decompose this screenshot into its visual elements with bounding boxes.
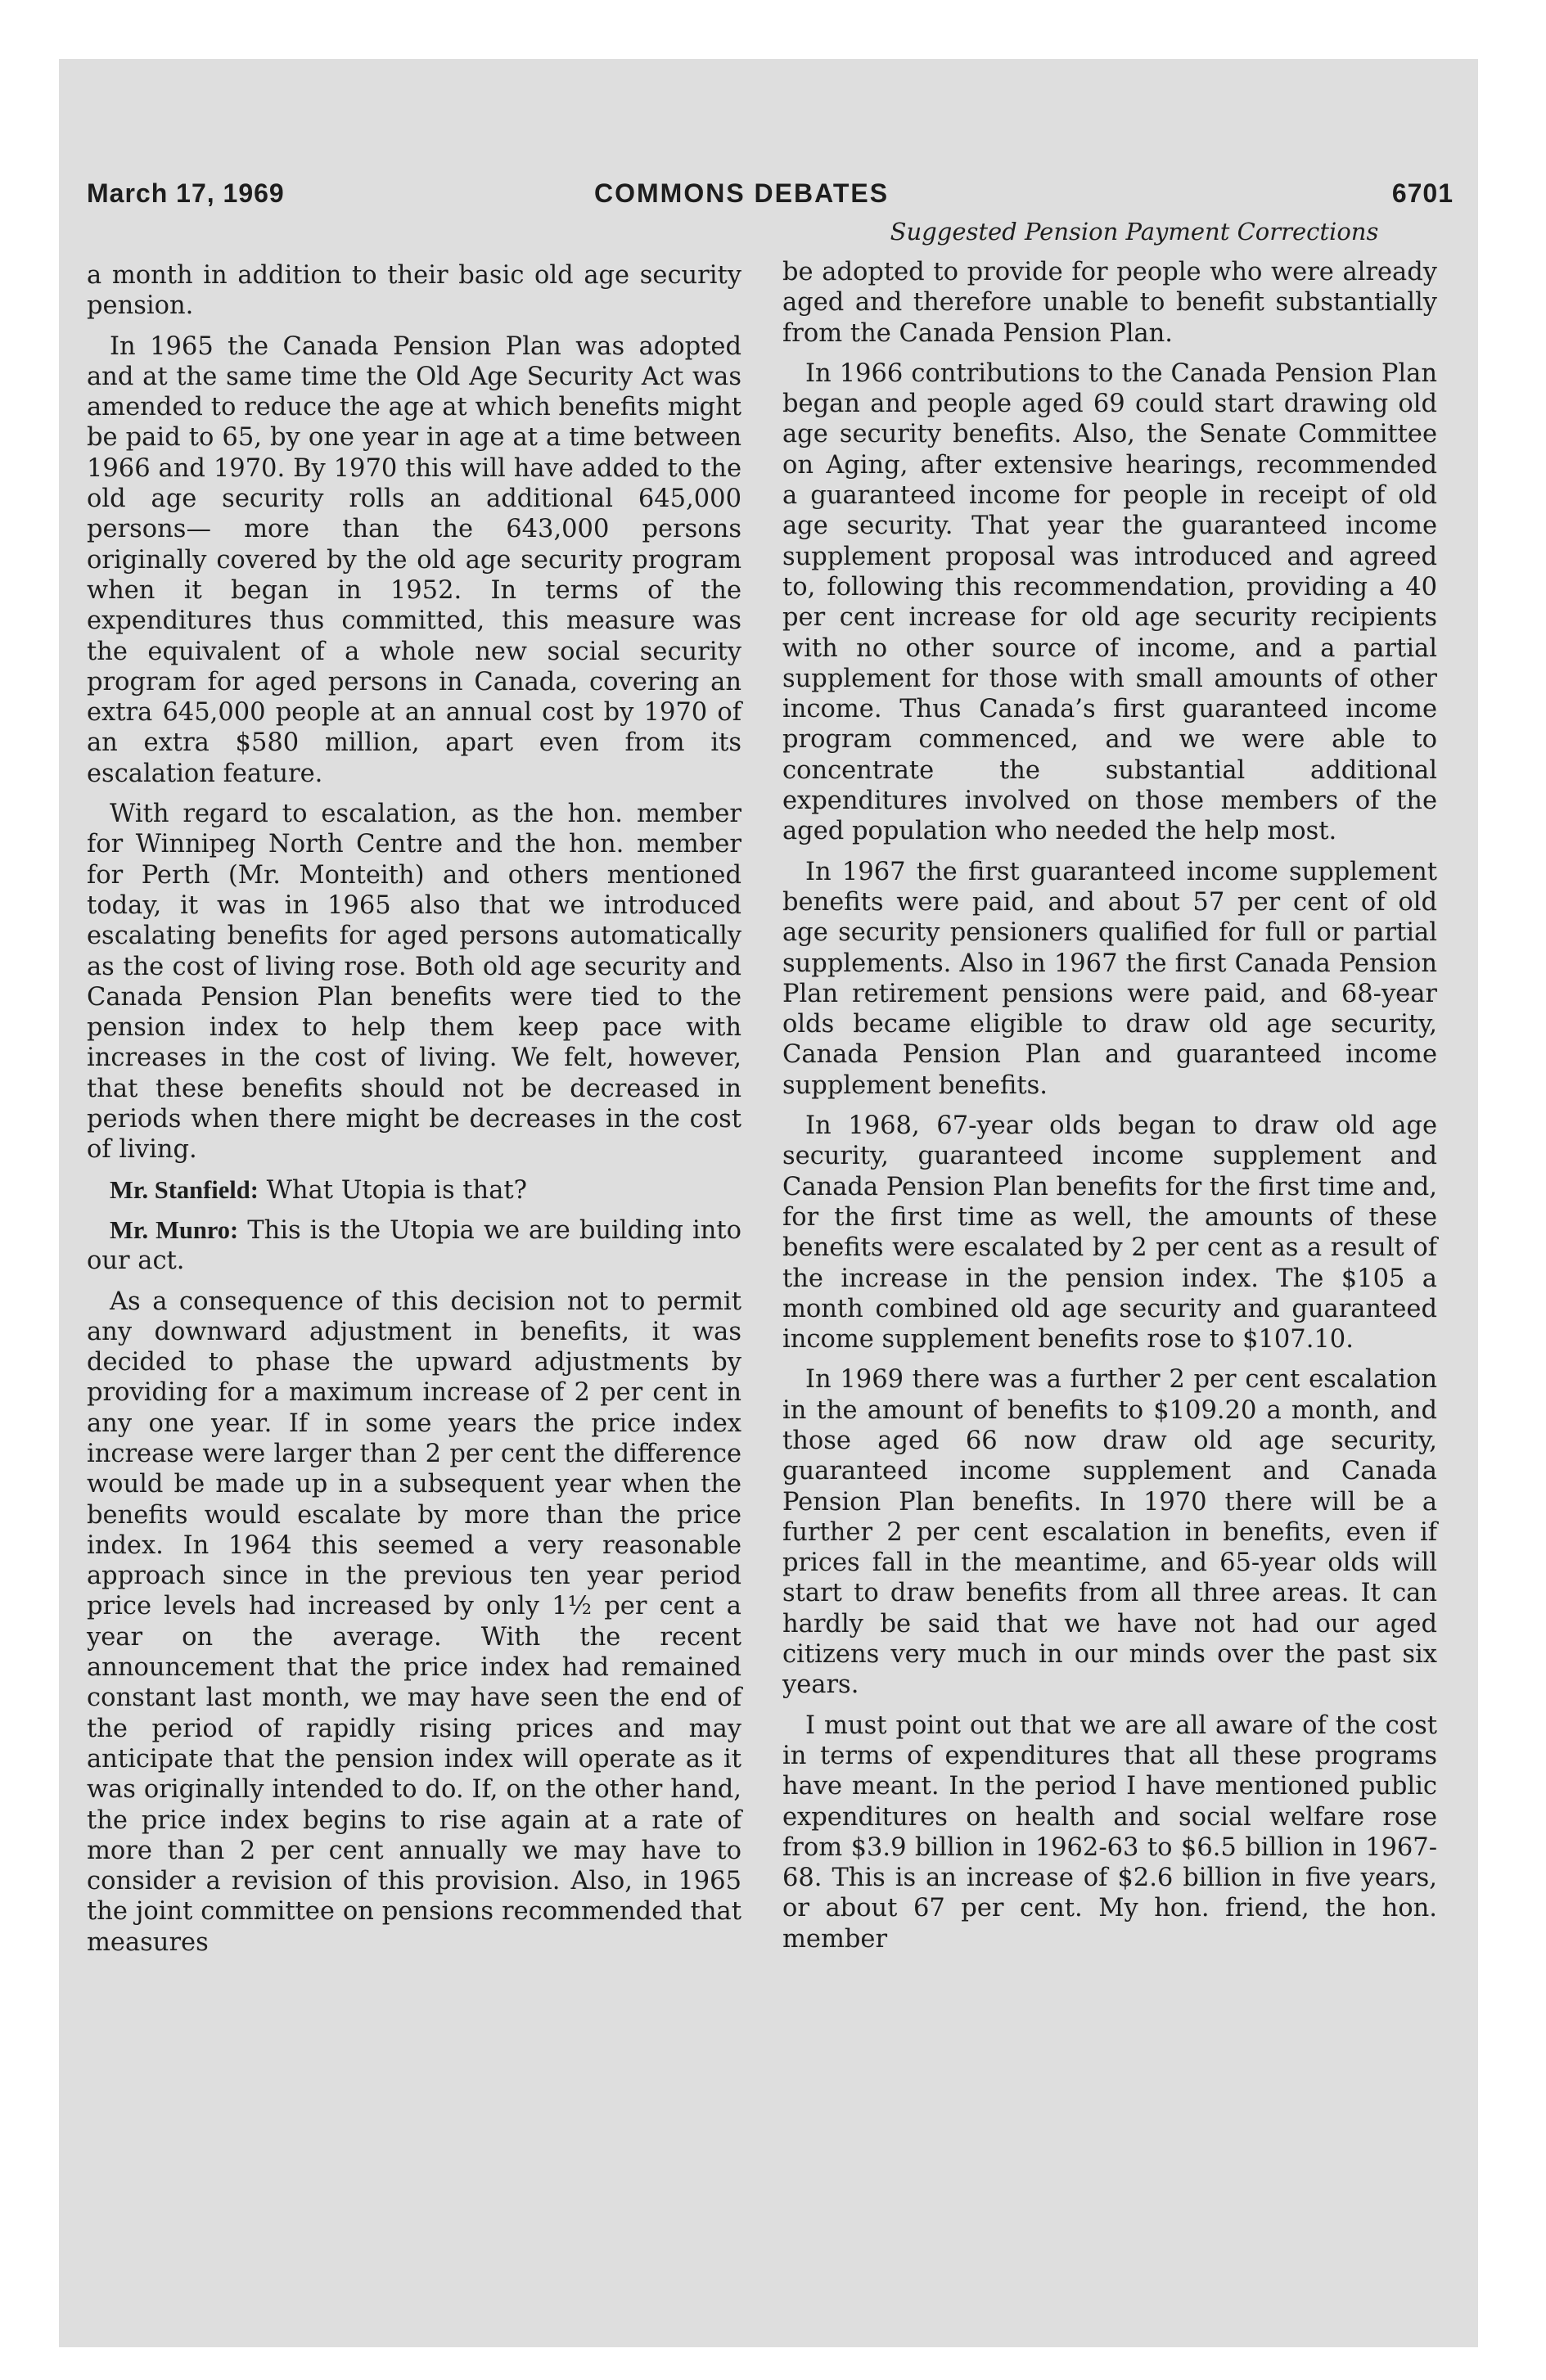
speech-text: This is the Utopia we are building into our act. (87, 1215, 741, 1276)
speech-text: What Utopia is that? (266, 1175, 527, 1205)
header-journal-title: COMMONS DEBATES (594, 178, 890, 208)
hansard-page (87, 178, 1454, 2306)
paragraph: I must point out that we are all aware of the cost in terms of expenditures that all these programs have meant. In the period I have mentioned public expenditures on health and social welfare rose from $3.9 billion in 1962-63 to $6.5 billion in 1967-68. This is an increase of $2.6 billion in five years, or about 67 per cent. My hon. friend, the hon. member (782, 1711, 1437, 1954)
paragraph: In 1966 contributions to the Canada Pension Plan began and people aged 69 could start drawing old age security benefits. Also, the Senate Committee on Aging, after extensive hearings, recommended a guaranteed income for people in receipt of old age security. That year the guaranteed income supplement proposal was introduced and agreed to, following this recommendation, providing a 40 per cent increase for old age security recipients with no other source of income, and a partial supplement for those with small amounts of other income. Thus Canada’s first guaranteed income program commenced, and we were able to concentrate the substantial additional expenditures involved on those members of the aged population who needed the help most. (782, 358, 1437, 846)
paragraph: In 1968, 67-year olds began to draw old age security, guaranteed income supplement and Canada Pension Plan benefits for the first time and, for the first time as well, the amounts of these benefits were escalated by 2 per cent as a result of the increase in the pension index. The $105 a month combined old age security and guaranteed income supplement benefits rose to $107.10. (782, 1111, 1437, 1355)
paragraph: As a consequence of this decision not to permit any downward adjustment in benefits, it was decided to phase the upward adjustments by providing for a maximum increase of 2 per cent in any one year. If in some years the price index increase were larger than 2 per cent the difference would be made up in a subsequent year when the benefits would escalate by more than the price index. In 1964 this seemed a very reasonable approach since in the previous ten year period price levels had increased by only 1½ per cent a year on the average. With the recent announcement that the price index had remained constant last month, we may have seen the end of the period of rapidly rising prices and may anticipate that the pension index will operate as it was originally intended to do. If, on the other hand, the price index begins to rise again at a rate of more than 2 per cent annually we may have to consider a revision of this provision. Also, in 1965 the joint committee on pensions recommended that measures (87, 1287, 741, 1957)
running-header (87, 178, 1454, 219)
paragraph: With regard to escalation, as the hon. member for Winnipeg North Centre and the hon. member for Perth (Mr. Monteith) and others mentioned today, it was in 1965 also that we introduced escalating benefits for aged persons automatically as the cost of living rose. Both old age security and Canada Pension Plan benefits were tied to the pension index to help them keep pace with increases in the cost of living. We felt, however, that these benefits should not be decreased in periods when there might be decreases in the cost of living. (87, 800, 741, 1165)
topic-subheading: Suggested Pension Payment Corrections (890, 218, 1379, 246)
paragraph: a month in addition to their basic old age security pension. (87, 261, 741, 321)
left-column (87, 260, 741, 1968)
paragraph: In 1967 the first guaranteed income supplement benefits were paid, and about 57 per cent of old age security pensioners qualified for full or partial supplements. Also in 1967 the first Canada Pension Plan retirement pensions were paid, and 68-year olds became eligible to draw old age security, Canada Pension Plan and guaranteed income supplement benefits. (782, 857, 1437, 1100)
speaker-name: Mr. Stanfield: (110, 1175, 259, 1204)
speech-munro (87, 1215, 741, 1277)
header-date: March 17, 1969 (87, 178, 285, 208)
speech-stanfield (87, 1175, 741, 1206)
paragraph: In 1969 there was a further 2 per cent escalation in the amount of benefits to $109.20 a month, and those aged 66 now draw old age security, guaranteed income supplement and Canada Pension Plan benefits. In 1970 there will be a further 2 per cent escalation in benefits, even if prices fall in the meantime, and 65-year olds will start to draw benefits from all three areas. It can hardly be said that we have not had our aged citizens very much in our minds over the past six years. (782, 1365, 1437, 1700)
right-column (782, 257, 1437, 1964)
speaker-name: Mr. Munro: (110, 1215, 239, 1244)
header-page-number: 6701 (1391, 178, 1454, 208)
paragraph: In 1965 the Canada Pension Plan was adopted and at the same time the Old Age Security Act was amended to reduce the age at which benefits might be paid to 65, by one year in age at a time between 1966 and 1970. By 1970 this will have added to the old age security rolls an additional 645,000 persons— more than the 643,000 persons originally covered by the old age security program when it began in 1952. In terms of the expenditures thus committed, this measure was the equivalent of a whole new social security program for aged persons in Canada, covering an extra 645,000 people at an annual cost by 1970 of an extra $580 million, apart even from its escalation feature. (87, 331, 741, 788)
paragraph: be adopted to provide for people who were already aged and therefore unable to benefit substantially from the Canada Pension Plan. (782, 258, 1437, 348)
